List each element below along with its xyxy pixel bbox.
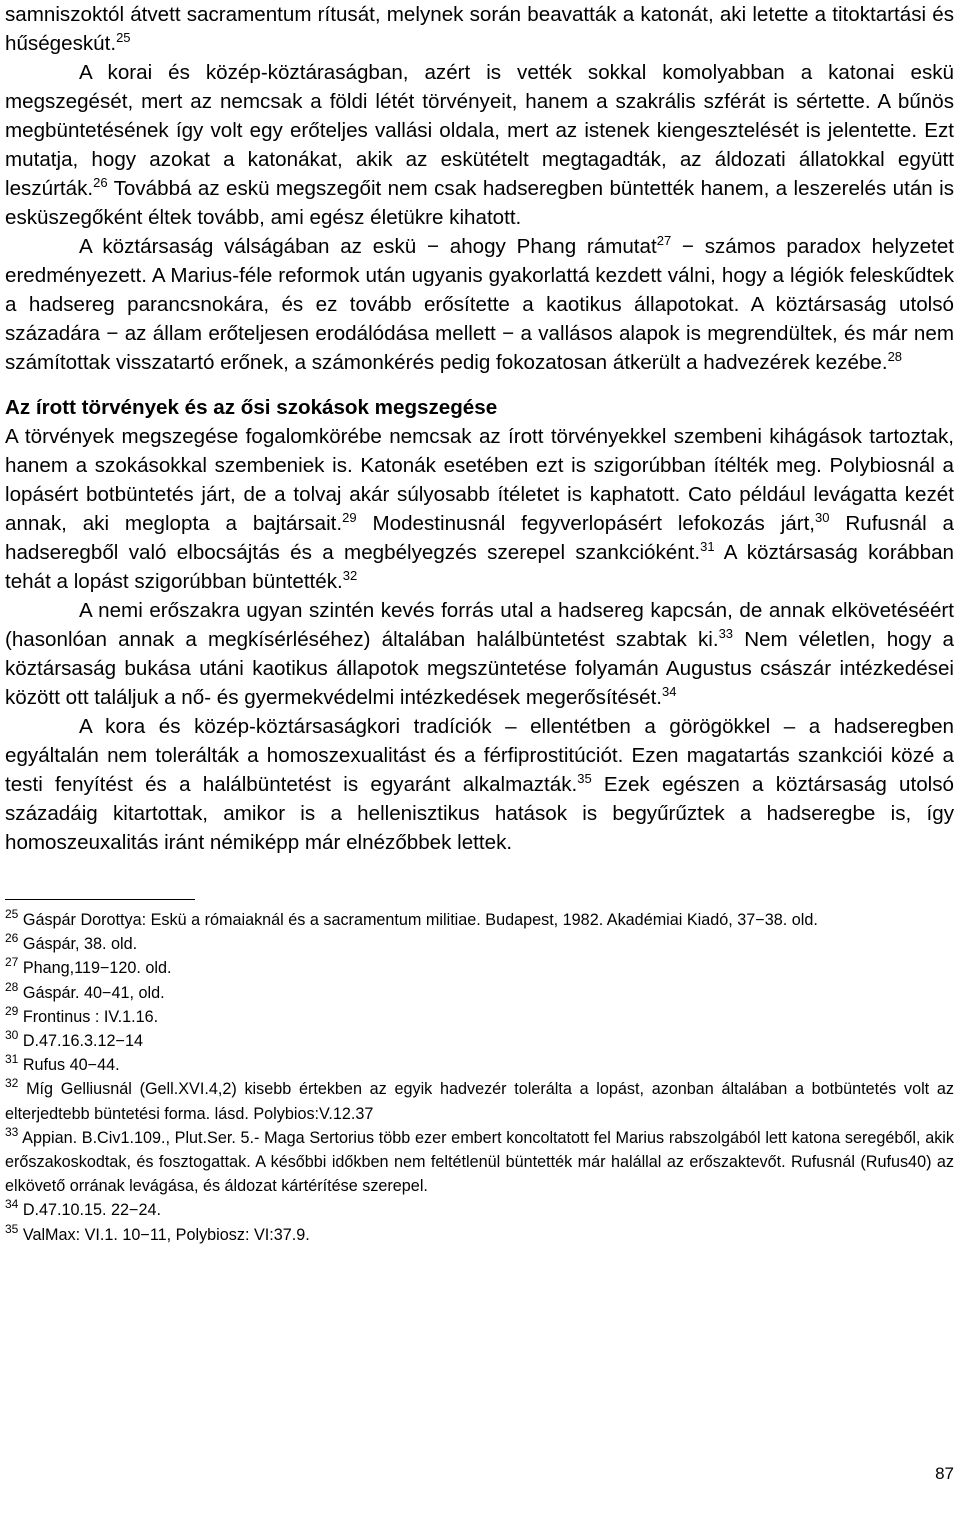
footnote-number: 32	[5, 1076, 19, 1091]
footnote-number: 28	[5, 979, 19, 994]
footnote-ref: 33	[718, 626, 734, 641]
footnote-ref: 35	[577, 771, 592, 786]
body-text-top	[5, 0, 954, 377]
footnote-number: 29	[5, 1003, 19, 1018]
text-run: Ezek egészen a köztársaság utolsó századáig kitartottak, amikor is a hellenisztikus hatások is begyűrűztek a hadseregbe is, így homoszeuxalitás iránt némiképp már elnézőbbek lettek.	[5, 773, 954, 854]
footnote-text: Míg Gelliusnál (Gell.XVI.4,2) kisebb értekben az egyik hadvezér tolerálta a lopást, azonban általában a botbüntetés volt az elterjedtebb büntetési forma. lásd. Polybios:V.12.37	[5, 1080, 954, 1123]
text-run: A nemi erőszakra ugyan szintén kevés forrás utal a hadsereg kapcsán, de annak elkövetéséért (hasonlóan annak a megkísérléséhez) általában halálbüntetést szabtak ki.	[5, 599, 954, 651]
footnote-number: 35	[5, 1221, 19, 1236]
paragraph	[5, 0, 954, 58]
footnote	[5, 1223, 954, 1247]
text-run: Nem véletlen, hogy a köztársaság bukása utáni kaotikus állapotok megszüntetése folyamán Augustus császár intézkedései között ott találjuk a nő- és gyermekvédelmi intézkedések megerősítését.	[5, 628, 954, 709]
footnotes	[5, 908, 954, 1247]
footnote	[5, 956, 954, 980]
footnote-text: Rufus 40−44.	[18, 1056, 120, 1075]
paragraph	[5, 596, 954, 712]
footnote-ref: 25	[116, 30, 131, 45]
footnote	[5, 1029, 954, 1053]
text-run: A köztársaság válságában az eskü − ahogy Phang rámutat	[79, 235, 657, 258]
footnote-text: Phang,119−120. old.	[18, 959, 172, 978]
footnote	[5, 1198, 954, 1222]
footnote-text: Gáspár Dorottya: Eskü a rómaiaknál és a sacramentum militiae. Budapest, 1982. Akadémiai Kiadó, 37−38. old.	[18, 911, 818, 929]
footnote	[5, 1005, 954, 1029]
footnote-text: Gáspár. 40−41, old.	[18, 983, 165, 1002]
footnote-text: Appian. B.Civ1.109., Plut.Ser. 5.- Maga Sertorius több ezer embert koncoltatott fel Marius rabszolgából lett katona seregéből, akik erőszakoskodtak, és fosztogattak. A későbbi időkben nem feltétlenül büntették már halállal az erőszaktevőt. Rufusnál (Rufus40) az elkövető orrának levágása, és áldozat kártérítése szerepel.	[5, 1128, 954, 1196]
text-run: Továbbá az eskü megszegőit nem csak hadseregben büntették hanem, a leszerelés után is esküszegőként éltek tovább, ami egész életükre kihatott.	[5, 177, 954, 229]
body-text-bottom	[5, 422, 954, 857]
footnote-text: D.47.16.3.12−14	[18, 1032, 144, 1051]
footnote	[5, 1053, 954, 1077]
footnote	[5, 908, 954, 932]
text-run: samniszoktól átvett sacramentum rítusát, melynek során beavatták a katonát, aki letette a titoktartási és hűségeskút.	[5, 3, 954, 55]
section-heading: Az írott törvények és az ősi szokások megszegése	[5, 396, 498, 419]
text-run: Rufusnál a hadseregből való elbocsájtás és a megbélyegzés szerepel szankcióként.	[5, 512, 954, 564]
footnote-ref: 26	[93, 175, 108, 190]
footnote-separator	[5, 899, 195, 900]
text-run: A köztársaság korábban tehát a lopást szigorúbban büntették.	[5, 541, 954, 593]
footnote-number: 33	[5, 1124, 19, 1139]
footnote-ref: 32	[342, 568, 358, 583]
footnote-text: Gáspár, 38. old.	[18, 935, 138, 954]
footnote-number: 31	[5, 1052, 19, 1067]
footnote-number: 34	[5, 1197, 19, 1212]
footnote	[5, 1077, 954, 1125]
text-run: A kora és közép-köztársaságkori tradíciók – ellentétben a görögökkel – a hadseregben egyáltalán nem tolerálták a homoszexualitást és a férfiprostitúciót. Ezen magatartás szankciói közé a testi fenyítést és a halálbüntetést is egyaránt alkalmazták.	[5, 715, 954, 796]
paragraph	[5, 422, 954, 596]
text-run: A korai és közép-köztáraságban, azért is vették sokkal komolyabban a katonai eskü megszegését, mert az nemcsak a földi létét törvényeit, hanem a szakrális szférát is sértette. A bűnös megbüntetésének így volt egy erőteljes vallási oldala, mert az istenek kiengesztelését is jelentette. Ezt mutatja, hogy azokat a katonákat, akik az eskütételt megtagadták, az áldozati állatokkal együtt leszúrták.	[5, 61, 954, 200]
footnote	[5, 932, 954, 956]
footnote-ref: 34	[662, 684, 677, 699]
paragraph	[5, 232, 954, 377]
footnote-number: 27	[5, 955, 19, 970]
footnote-ref: 27	[656, 233, 672, 248]
footnote-number: 26	[5, 931, 19, 946]
paragraph	[5, 712, 954, 857]
footnote-number: 25	[5, 907, 19, 921]
footnote-number: 30	[5, 1028, 19, 1043]
text-run: A törvények megszegése fogalomkörébe nemcsak az írott törvényekkel szembeni kihágások tartoztak, hanem a szokásokkal szembeniek is. Katonák esetében ezt is szigorúbban ítélték meg. Polybiosnál a lopásért botbüntetés járt, de a tolvaj akár súlyosabb ítéletet is kaphatott. Cato például levágatta kezét annak, aki meglopta a bajtársait.	[5, 425, 954, 535]
footnote	[5, 1126, 954, 1199]
footnote-text: ValMax: VI.1. 10−11, Polybiosz: VI:37.9.	[18, 1225, 310, 1244]
footnote	[5, 981, 954, 1005]
footnote-ref: 30	[815, 510, 830, 525]
footnote-text: D.47.10.15. 22−24.	[18, 1201, 162, 1220]
footnote-ref: 28	[887, 349, 903, 364]
footnote-ref: 29	[342, 510, 357, 525]
text-run: − számos paradox helyzetet eredményezett. A Marius-féle reformok után ugyanis gyakorlattá kezdett válni, hogy a légiók feleskűdtek a hadsereg parancsnokára, és ez tovább erősítette a kaotikus állapotokat. A köztársaság utolsó századára − az állam erőteljesen erodálódása mellett − a vallásos alapok is megrendültek, és már nem számítottak visszatartó erőnek, a számonkérés pedig fokozatosan átkerült a hadvezérek kezébe.	[5, 235, 955, 374]
footnote-text: Frontinus : IV.1.16.	[18, 1007, 159, 1026]
paragraph	[5, 58, 954, 232]
text-run: Modestinusnál fegyverlopásért lefokozás járt,	[356, 512, 816, 535]
page-number: 87	[935, 1464, 954, 1483]
footnote-ref: 31	[700, 539, 715, 554]
